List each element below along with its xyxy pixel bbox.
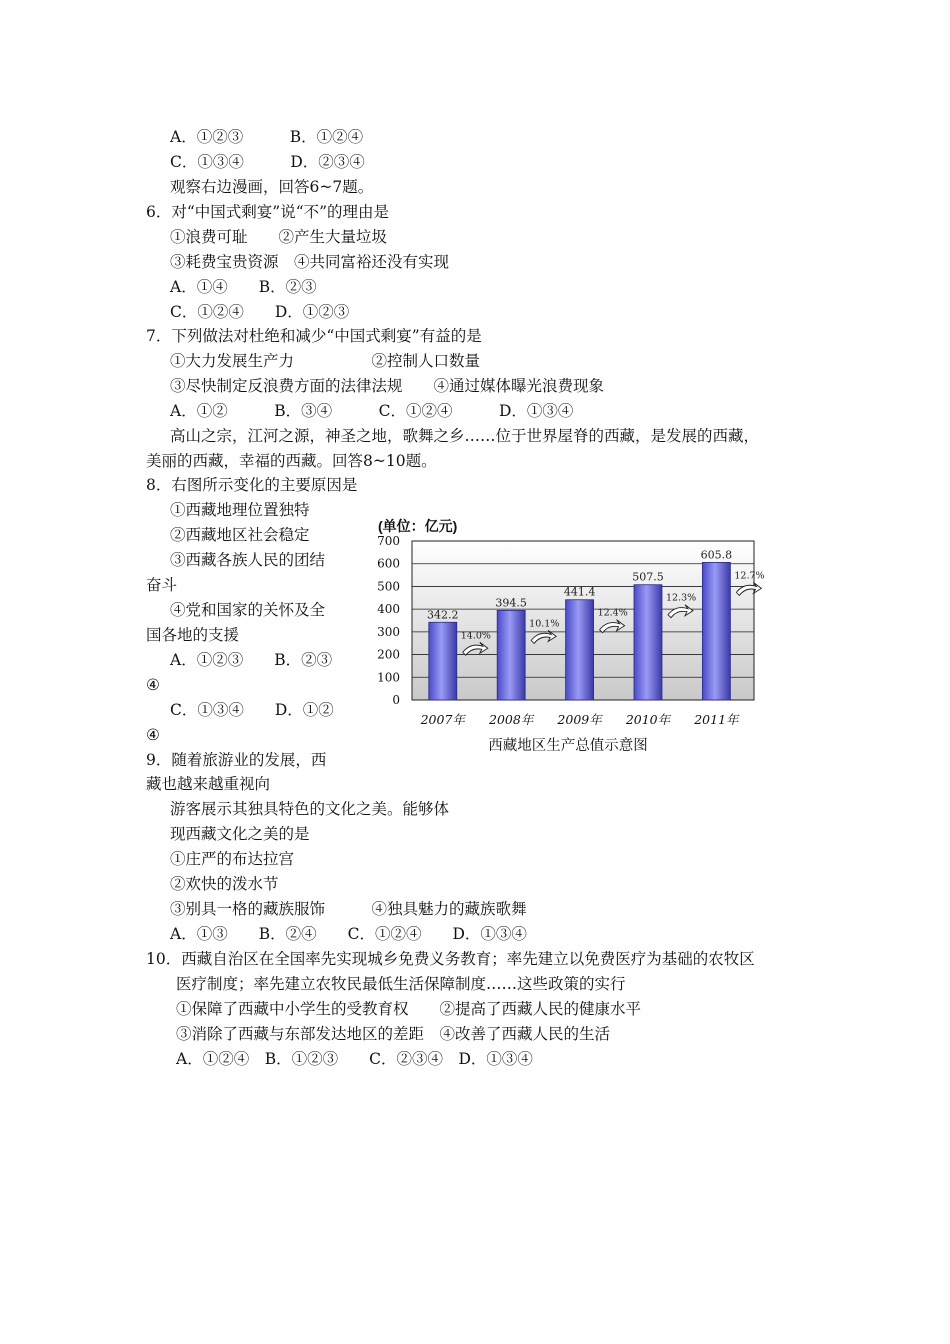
growth-rate-label: 12.3% xyxy=(665,592,697,604)
chart-title: 西藏地区生产总值示意图 xyxy=(488,738,648,754)
q7-options: A．①② B．③④ C．①②④ D．①③④ xyxy=(170,402,574,420)
tibet-intro-line1: 高山之宗，江河之源，神圣之地，歌舞之乡……位于世界屋脊的西藏，是发展的西藏， xyxy=(170,427,760,445)
y-tick-label: 200 xyxy=(377,647,400,662)
y-tick-label: 500 xyxy=(377,579,400,594)
y-tick-label: 700 xyxy=(377,534,400,548)
q5-options-line2: C．①③④ D．②③④ xyxy=(170,153,365,171)
bar-value-label: 342.2 xyxy=(427,608,459,622)
q9-stem-line3: 游客展示其独具特色的文化之美。能够体 xyxy=(170,800,450,818)
q9-item-3-4: ③别具一格的藏族服饰 ④独具魅力的藏族歌舞 xyxy=(170,900,527,918)
x-tick-label: 2011年 xyxy=(694,712,739,727)
x-tick-label: 2007年 xyxy=(420,712,465,727)
q6-options-line2: C．①②④ D．①②③ xyxy=(170,303,350,321)
growth-rate-label: 12.7% xyxy=(734,570,765,582)
q6-item-line1: ①浪费可耻 ②产生大量垃圾 xyxy=(170,228,388,246)
q8-item-2: ②西藏地区社会稳定 xyxy=(170,526,310,544)
growth-rate-label: 12.4% xyxy=(597,607,628,619)
q8-stem: 8．右图所示变化的主要原因是 xyxy=(146,476,358,494)
q9-item-1: ①庄严的布达拉宫 xyxy=(170,850,295,868)
y-tick-label: 400 xyxy=(377,602,400,617)
y-tick-label: 100 xyxy=(377,670,400,685)
q8-options-line2-cont: ④ xyxy=(146,726,160,744)
growth-rate-label: 10.1% xyxy=(529,618,560,630)
gdp-bar-chart xyxy=(372,512,782,762)
q8-options-line2: C．①③④ D．①② xyxy=(170,701,334,719)
chart-x-axis xyxy=(420,712,740,727)
q8-item-3-cont: 奋斗 xyxy=(146,576,178,594)
q6-options-line1: A．①④ B．②③ xyxy=(170,278,317,296)
q8-item-1: ①西藏地理位置独特 xyxy=(170,501,310,519)
x-tick-label: 2010年 xyxy=(625,712,671,727)
q8-item-4-cont: 国各地的支援 xyxy=(146,626,240,644)
chart-y-axis xyxy=(377,534,400,707)
chart-unit-label: (单位：亿元) xyxy=(378,518,458,534)
bar-value-label: 441.4 xyxy=(563,585,596,599)
bar-value-label: 507.5 xyxy=(632,570,664,584)
y-tick-label: 0 xyxy=(392,693,400,707)
bar-2009年 xyxy=(566,600,594,700)
q7-stem: 7．下列做法对杜绝和减少“中国式剩宴”有益的是 xyxy=(146,327,482,345)
q8-options-line1: A．①②③ B．②③ xyxy=(170,651,333,669)
y-tick-label: 300 xyxy=(377,624,400,639)
bar-2007年 xyxy=(429,622,457,700)
growth-rate-label: 14.0% xyxy=(460,630,491,642)
q9-stem-line2: 藏也越来越重视向 xyxy=(146,775,271,793)
q9-stem-line1: 9．随着旅游业的发展，西 xyxy=(146,751,327,769)
q5-options-line1: A．①②③ B．①②④ xyxy=(170,128,364,146)
q9-stem-line4: 现西藏文化之美的是 xyxy=(170,825,310,843)
tibet-intro-line2: 美丽的西藏，幸福的西藏。回答8~10题。 xyxy=(146,452,437,470)
q10-stem-line2: 医疗制度；率先建立农牧民最低生活保障制度……这些政策的实行 xyxy=(176,975,626,993)
bar-value-label: 605.8 xyxy=(700,548,733,562)
q6-item-line2: ③耗费宝贵资源 ④共同富裕还没有实现 xyxy=(170,253,450,271)
q10-item-line1: ①保障了西藏中小学生的受教育权 ②提高了西藏人民的健康水平 xyxy=(176,1000,642,1018)
q10-options: A．①②④ B．①②③ C．②③④ D．①③④ xyxy=(176,1050,533,1068)
bar-2008年 xyxy=(497,610,525,700)
q8-item-3: ③西藏各族人民的团结 xyxy=(170,551,326,569)
comic-instruction: 观察右边漫画，回答6~7题。 xyxy=(170,178,374,196)
q8-item-4: ④党和国家的关怀及全 xyxy=(170,601,326,619)
bar-value-label: 394.5 xyxy=(495,596,527,610)
x-tick-label: 2009年 xyxy=(557,712,602,727)
q9-options: A．①③ B．②④ C．①②④ D．①③④ xyxy=(170,925,527,943)
bar-2011年 xyxy=(702,562,730,700)
bar-2010年 xyxy=(634,585,662,700)
q9-item-2: ②欢快的泼水节 xyxy=(170,875,279,893)
q7-item-line1: ①大力发展生产力 ②控制人口数量 xyxy=(170,352,481,370)
q10-stem-line1: 10．西藏自治区在全国率先实现城乡免费义务教育；率先建立以免费医疗为基础的农牧区 xyxy=(146,950,755,968)
q6-stem: 6．对“中国式剩宴”说“不”的理由是 xyxy=(146,203,390,221)
q7-item-line2: ③尽快制定反浪费方面的法律法规 ④通过媒体曝光浪费现象 xyxy=(170,377,605,395)
y-tick-label: 600 xyxy=(377,556,400,571)
q10-item-line2: ③消除了西藏与东部发达地区的差距 ④改善了西藏人民的生活 xyxy=(176,1025,611,1043)
x-tick-label: 2008年 xyxy=(489,712,534,727)
q8-options-line1-cont: ④ xyxy=(146,676,160,694)
